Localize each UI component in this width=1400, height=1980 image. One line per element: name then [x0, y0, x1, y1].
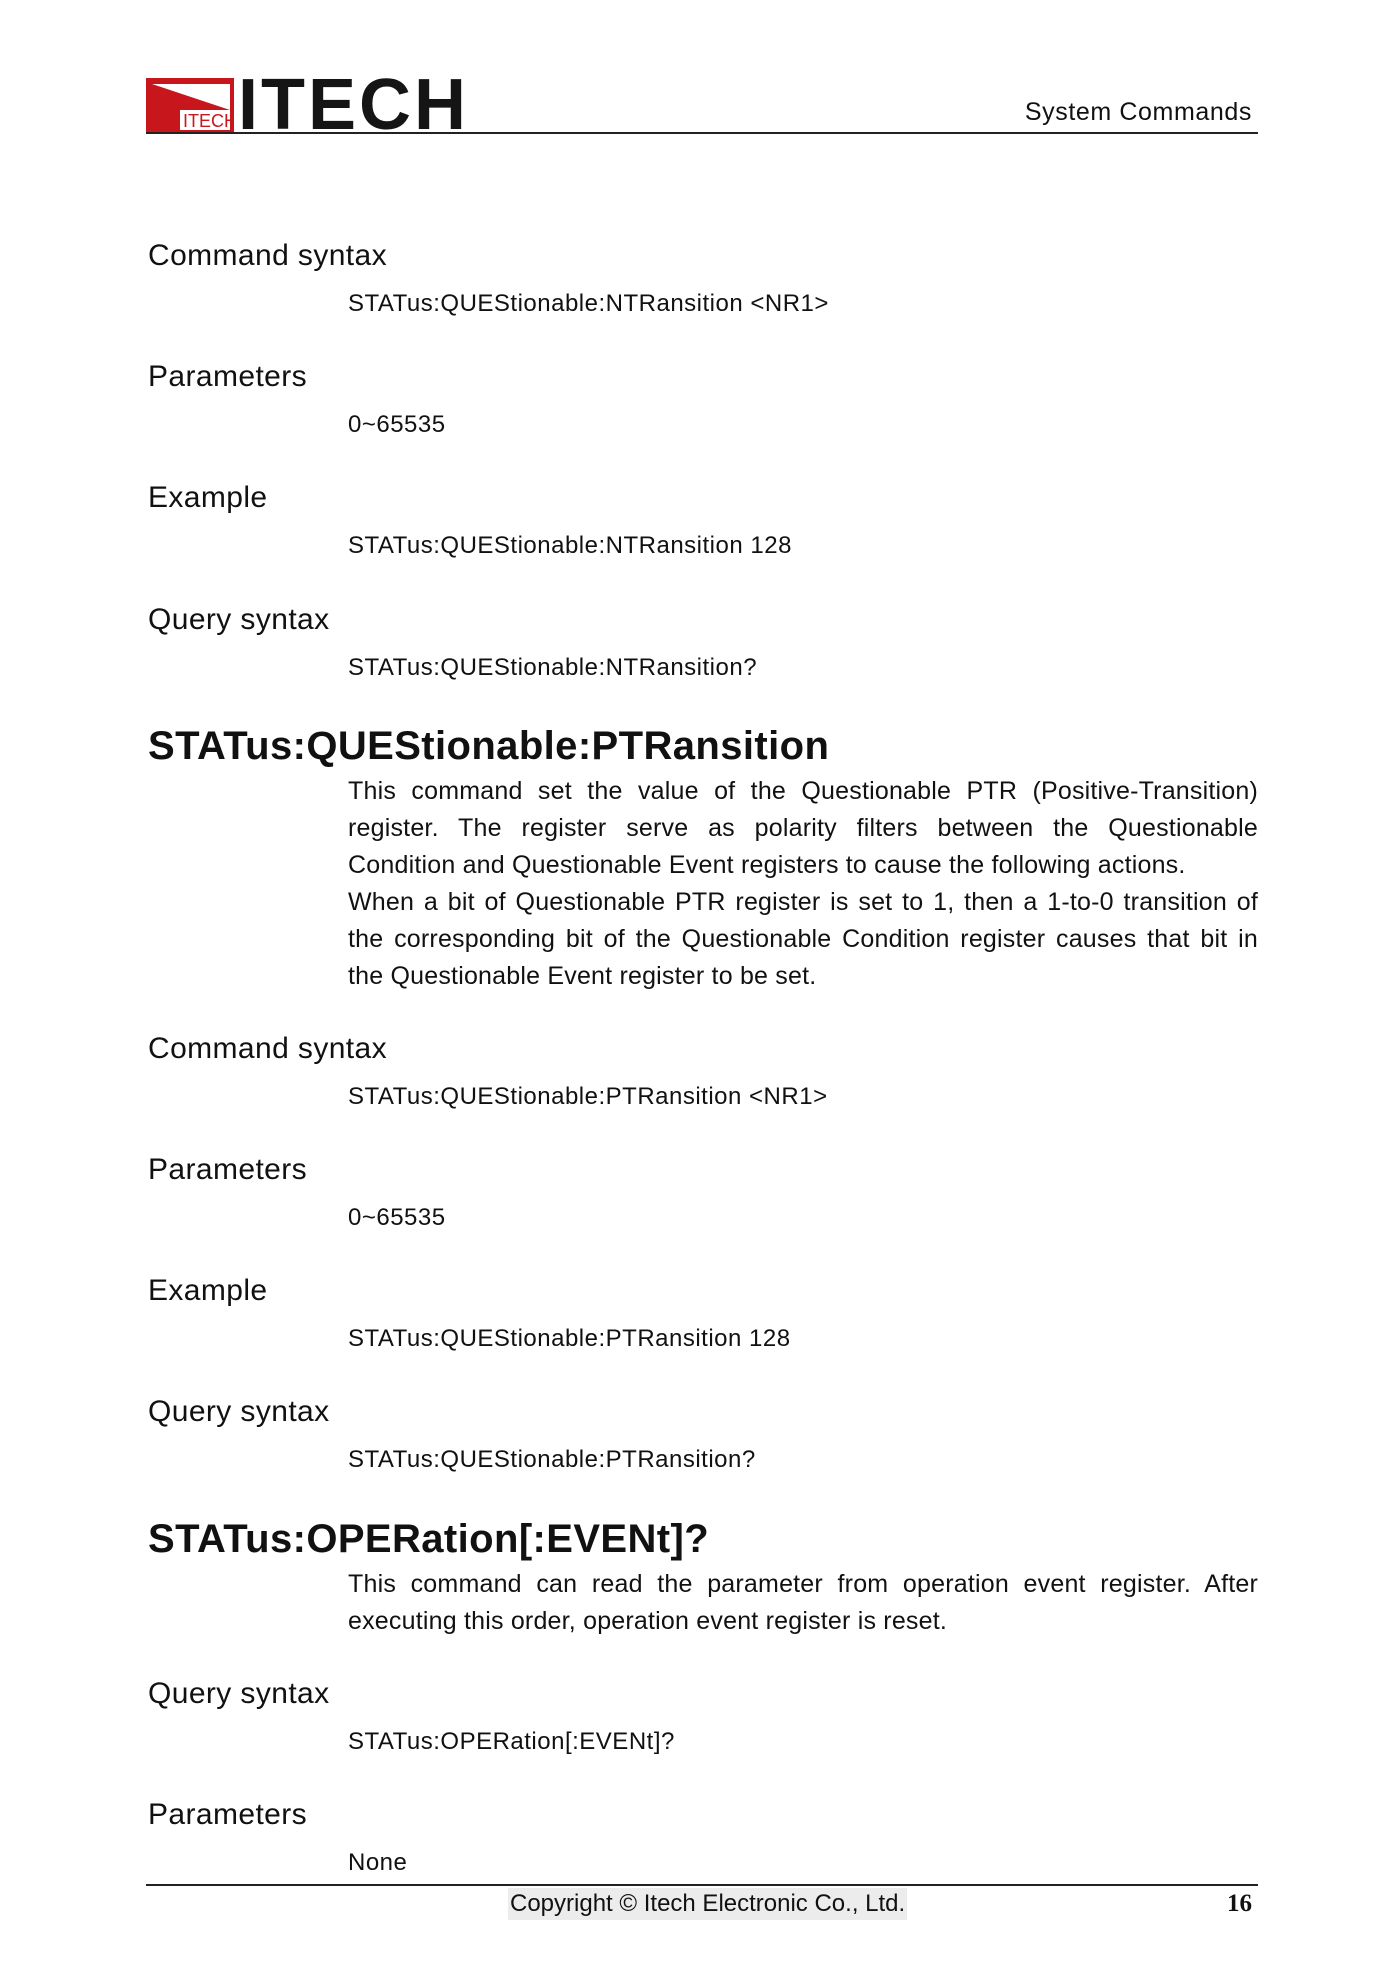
copyright-notice: Copyright © Itech Electronic Co., Ltd.	[508, 1888, 907, 1920]
description-paragraph: This command can read the parameter from operation event register. After executing this order, operation event register is reset.	[348, 1569, 1258, 1635]
example-block	[148, 1273, 1258, 1354]
logo-small-text: ITECH	[183, 111, 234, 131]
parameters-block	[148, 359, 1258, 440]
block-label: Example	[148, 481, 268, 515]
block-value: STATus:QUEStionable:PTRansition <NR1>	[348, 1082, 828, 1110]
block-value: 0~65535	[348, 1203, 446, 1231]
logo-wordmark: ITECH	[238, 65, 469, 145]
block-label: Query syntax	[148, 602, 330, 636]
logo-mark-icon	[146, 76, 234, 134]
command-heading: STATus:OPERation[:EVENt]?	[148, 1516, 710, 1561]
command-description	[348, 773, 1258, 995]
command-description	[348, 1566, 1258, 1640]
command-syntax-block	[148, 238, 1258, 319]
block-value: STATus:QUEStionable:NTRansition?	[348, 653, 758, 681]
page-header	[146, 65, 1258, 145]
description-paragraph: This command set the value of the Questionable PTR (Positive-Transition) register. The register serve as polarity filters between the Questionable Condition and Questionable Event registers to cause the following actions.	[348, 776, 1258, 879]
block-label: Parameters	[148, 360, 308, 394]
query-syntax-block	[148, 602, 1258, 683]
block-value: STATus:QUEStionable:PTRansition 128	[348, 1325, 791, 1353]
page-content	[148, 238, 1258, 1918]
block-value: STATus:QUEStionable:NTRansition 128	[348, 532, 792, 560]
footer-divider	[146, 1884, 1258, 1886]
header-divider	[146, 132, 1258, 134]
block-value: STATus:QUEStionable:NTRansition <NR1>	[348, 290, 829, 317]
block-value: STATus:QUEStionable:PTRansition?	[348, 1446, 756, 1474]
itech-logo	[146, 65, 469, 145]
section-ntransition	[148, 238, 1258, 683]
page-footer	[146, 1888, 1258, 1920]
block-label: Command syntax	[148, 239, 388, 272]
block-value: None	[348, 1848, 408, 1876]
query-syntax-block	[148, 1394, 1258, 1475]
block-label: Parameters	[148, 1152, 308, 1186]
example-block	[148, 480, 1258, 561]
section-ptransition	[148, 723, 1258, 1476]
block-label: Parameters	[148, 1797, 308, 1831]
page-number: 16	[1227, 1890, 1252, 1917]
parameters-block	[148, 1152, 1258, 1233]
command-heading: STATus:QUEStionable:PTRansition	[148, 723, 830, 768]
block-label: Example	[148, 1274, 268, 1308]
query-syntax-block	[148, 1676, 1258, 1757]
description-paragraph: When a bit of Questionable PTR register is set to 1, then a 1-to-0 transition of the corresponding bit of the Questionable Condition register causes that bit in the Questionable Event register to be set.	[348, 887, 1258, 990]
parameters-block	[148, 1797, 1258, 1878]
section-operation-event	[148, 1516, 1258, 1878]
block-label: Command syntax	[148, 1031, 388, 1065]
command-syntax-block	[148, 1031, 1258, 1112]
block-label: Query syntax	[148, 1676, 330, 1710]
block-label: Query syntax	[148, 1395, 330, 1429]
header-section-title: System Commands	[1024, 98, 1252, 126]
block-value: 0~65535	[348, 411, 446, 439]
block-value: STATus:OPERation[:EVENt]?	[348, 1727, 675, 1755]
